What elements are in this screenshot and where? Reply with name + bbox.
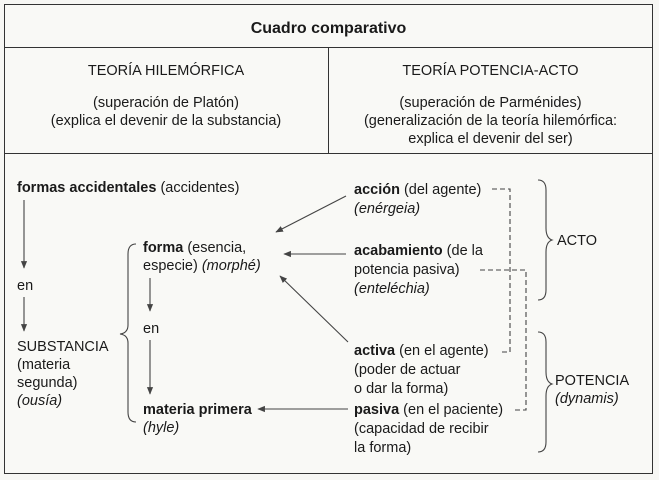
forma-term: forma xyxy=(143,240,184,256)
forma-gloss: (esencia, xyxy=(183,240,247,256)
formas-accidentales-term: formas accidentales xyxy=(17,180,157,196)
la-forma: la forma) xyxy=(354,440,412,456)
col1-line1: (superación de Platón) xyxy=(93,95,239,111)
poder: (poder de actuar xyxy=(354,362,461,378)
segunda: segunda) xyxy=(17,375,78,391)
potencia-label: POTENCIA xyxy=(555,373,630,389)
potencia-bracket xyxy=(538,332,552,452)
hyle: (hyle) xyxy=(143,420,180,436)
middle-brace xyxy=(120,244,136,422)
accion-term: acción xyxy=(354,182,400,198)
morphe: (morphé) xyxy=(201,258,261,274)
arrow-accion-to-forma xyxy=(276,196,346,232)
left-en: en xyxy=(17,278,34,294)
pasiva-term: pasiva xyxy=(354,402,400,418)
substancia: SUBSTANCIA xyxy=(17,339,109,355)
col2-line2: (generalización de la teoría hilemórfica: xyxy=(363,113,618,129)
dar: o dar la forma) xyxy=(354,381,449,397)
potencia-pasiva: potencia pasiva) xyxy=(354,262,460,278)
energeia: (enérgeia) xyxy=(354,201,421,217)
table-title: Cuadro comparativo xyxy=(250,20,407,37)
dynamis-label: (dynamis) xyxy=(555,391,619,407)
acabamiento-term: acabamiento xyxy=(354,243,443,259)
entelechia: (enteléchia) xyxy=(354,281,430,297)
col2-line1: (superación de Parménides) xyxy=(399,95,582,111)
materia: (materia xyxy=(17,357,71,373)
acto-bracket xyxy=(538,180,552,300)
materia-primera: materia primera xyxy=(143,402,252,418)
accion-gloss: (del agente) xyxy=(399,182,482,198)
acto-label: ACTO xyxy=(557,233,598,249)
activa-gloss: (en el agente) xyxy=(395,343,489,359)
pasiva-gloss: (en el paciente) xyxy=(399,402,504,418)
col2-line3: explica el devenir del ser) xyxy=(408,131,573,147)
formas-accidentales-gloss: (accidentes) xyxy=(156,180,240,196)
especie-text: especie) xyxy=(143,258,202,274)
dash-acabamiento-pasiva xyxy=(480,270,526,410)
col1-line2: (explica el devenir de la substancia) xyxy=(50,113,282,129)
capacidad: (capacidad de recibir xyxy=(354,421,489,437)
middle-en: en xyxy=(143,321,160,337)
arrow-activa-to-forma xyxy=(280,276,348,342)
ousia: (ousía) xyxy=(17,393,63,409)
activa-term: activa xyxy=(354,343,396,359)
col1-heading: TEORÍA HILEMÓRFICA xyxy=(87,63,245,79)
acabamiento-gloss: (de la xyxy=(442,243,483,259)
col2-heading: TEORÍA POTENCIA-ACTO xyxy=(402,63,579,79)
